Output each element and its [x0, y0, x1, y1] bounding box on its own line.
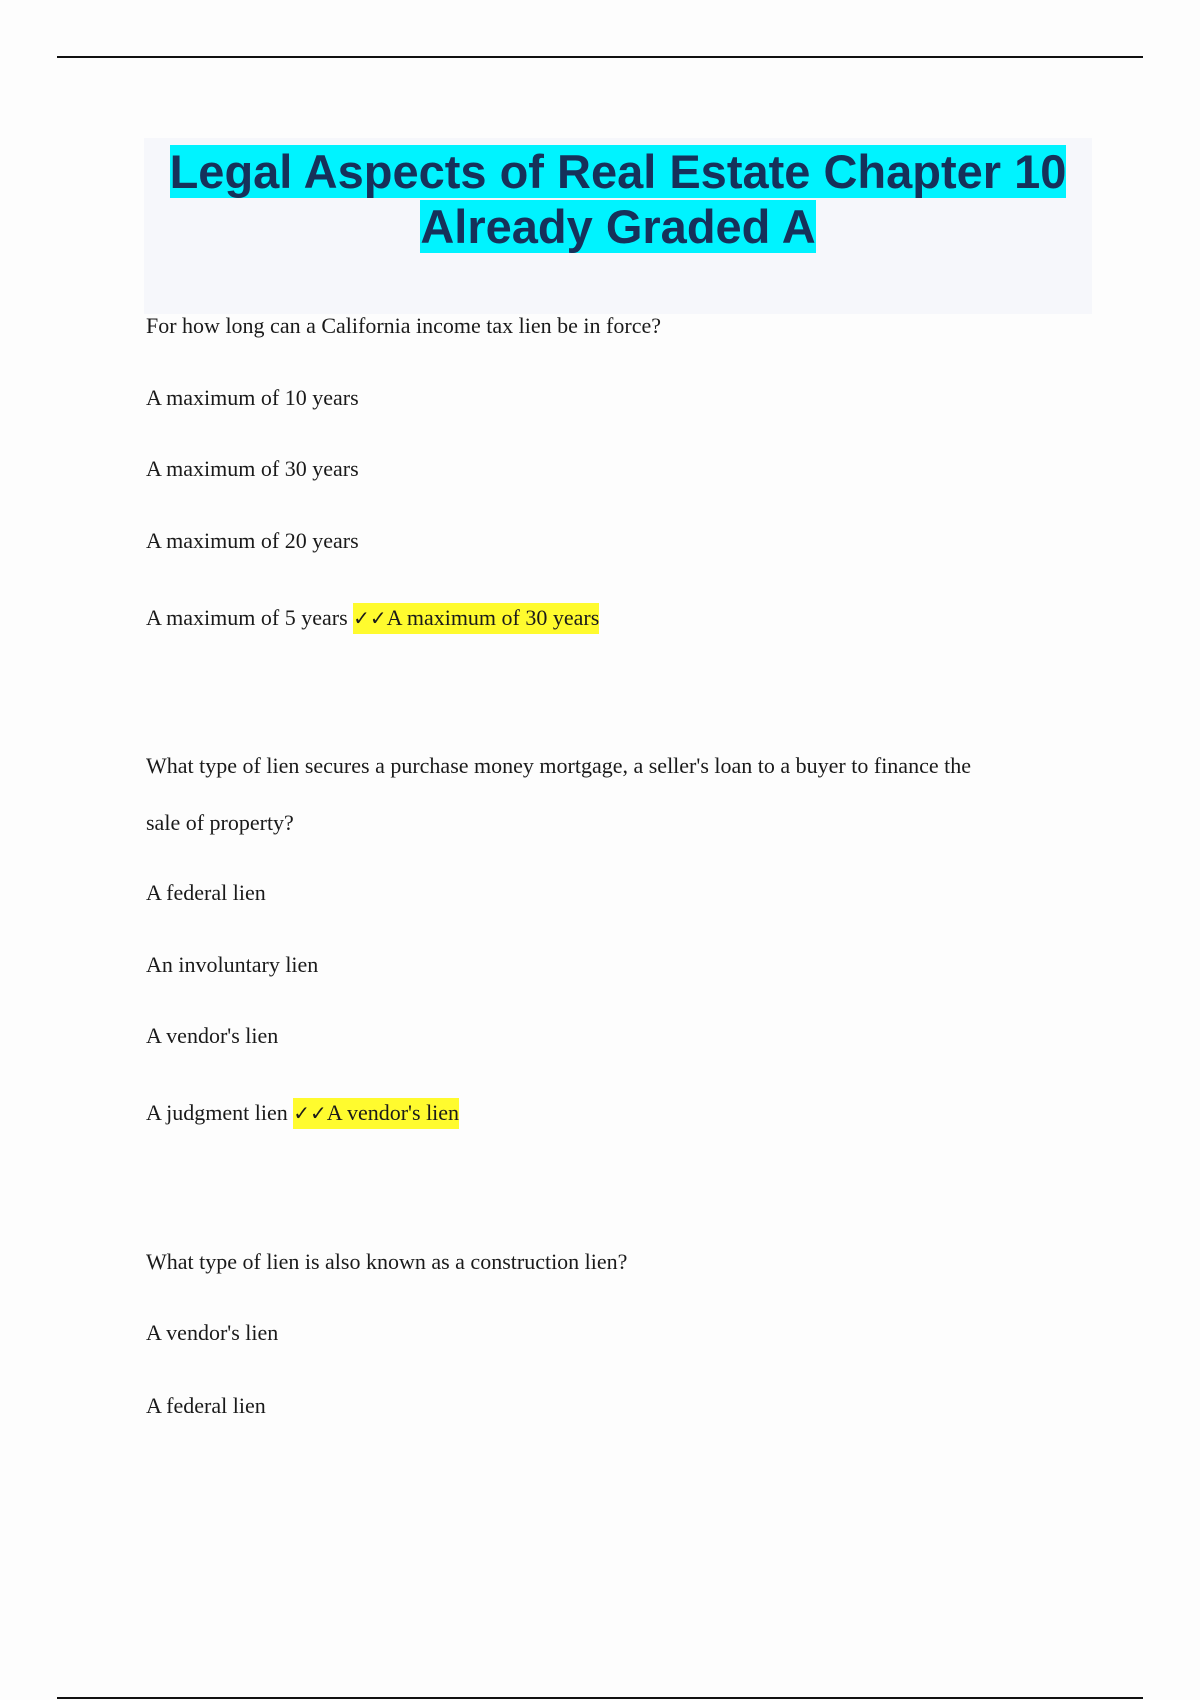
question-1-option-3: A maximum of 20 years: [146, 528, 359, 553]
question-2-text-line-1: What type of lien secures a purchase money mortgage, a seller's loan to a buyer to finance the: [146, 753, 971, 778]
double-check-icon: ✓✓: [293, 1101, 327, 1125]
question-2-option-2: An involuntary lien: [146, 952, 319, 977]
question-3-option-1: A vendor's lien: [146, 1320, 279, 1345]
question-2-answer-highlight: [293, 1098, 459, 1129]
title-line-1: Legal Aspects of Real Estate Chapter 10: [169, 145, 1067, 198]
question-2-option-1: A federal lien: [146, 880, 266, 905]
question-1-option-1: A maximum of 10 years: [146, 385, 359, 410]
question-2-text-line-2: sale of property?: [146, 810, 294, 835]
question-2-option-4: A judgment lien: [146, 1100, 288, 1125]
question-3-option-2: A federal lien: [146, 1393, 266, 1418]
double-check-icon: ✓✓: [353, 606, 387, 630]
question-3-text: What type of lien is also known as a construction lien?: [146, 1249, 628, 1274]
question-1-text: For how long can a California income tax lien be in force?: [146, 313, 661, 338]
question-2-option-4-row: [146, 1099, 459, 1127]
question-1-answer: A maximum of 30 years: [386, 605, 600, 630]
title-block: [144, 138, 1092, 314]
page-title: [144, 144, 1092, 254]
question-1-option-4: A maximum of 5 years: [146, 605, 348, 630]
question-2-answer: A vendor's lien: [326, 1100, 460, 1125]
title-line-2: Already Graded A: [420, 200, 816, 253]
question-1-option-2: A maximum of 30 years: [146, 456, 359, 481]
header-rule: [57, 56, 1143, 58]
question-1-option-4-row: [146, 604, 599, 632]
question-1-answer-highlight: [353, 603, 599, 634]
footer-rule: [57, 1697, 1143, 1699]
question-2-option-3: A vendor's lien: [146, 1023, 279, 1048]
